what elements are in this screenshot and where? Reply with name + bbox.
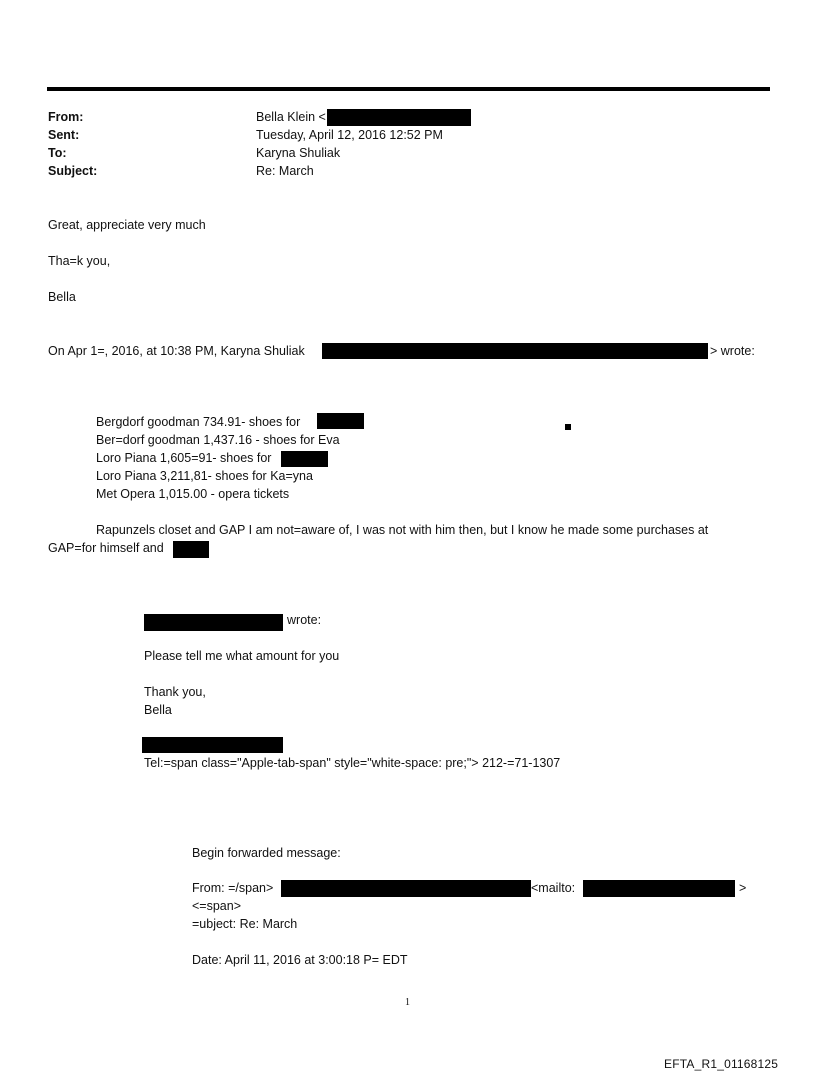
- forwarded-span: <=span>: [192, 899, 242, 913]
- from-label: From:: [48, 110, 84, 124]
- nested-signature: Bella: [144, 703, 172, 717]
- list-item: Loro Piana 3,211,81- shoes for Ka=yna: [96, 469, 313, 483]
- redaction-name: [173, 541, 209, 558]
- redaction-mark: [565, 424, 571, 430]
- paragraph-line-1: Rapunzels closet and GAP I am not=aware of, I was not with him then, but I know he made some purchases at: [96, 523, 709, 537]
- from-value: Bella Klein <: [256, 110, 326, 124]
- forwarded-mailto: <mailto:: [531, 881, 576, 895]
- forwarded-from: From: =/span>: [192, 881, 274, 895]
- list-item: Bergdorf goodman 734.91- shoes for: [96, 415, 301, 429]
- sent-value: Tuesday, April 12, 2016 12:52 PM: [256, 128, 443, 142]
- to-label: To:: [48, 146, 67, 160]
- redaction-forwarded-email: [583, 880, 735, 897]
- redaction-name: [281, 451, 328, 467]
- body-line-signature: Bella: [48, 290, 76, 304]
- forwarded-gt: >: [739, 881, 747, 895]
- header-rule: [47, 87, 770, 91]
- forwarded-subject: =ubject: Re: March: [192, 917, 298, 931]
- body-line-thank-you: Tha=k you,: [48, 254, 111, 268]
- quote-intro-wrote: > wrote:: [710, 344, 755, 358]
- redaction-name: [317, 413, 364, 429]
- body-line-appreciate: Great, appreciate very much: [48, 218, 206, 232]
- document-id: EFTA_R1_01168125: [664, 1057, 779, 1071]
- redaction-from-email: [327, 109, 471, 126]
- nested-thanks: Thank you,: [144, 685, 206, 699]
- redaction-signature-block: [142, 737, 283, 753]
- redaction-forwarded-name: [281, 880, 531, 897]
- nested-tel: Tel:=span class="Apple-tab-span" style="white-space: pre;"> 212-=71-1307: [144, 756, 561, 770]
- nested-ask: Please tell me what amount for you: [144, 649, 340, 663]
- redaction-sender-email: [322, 343, 708, 359]
- quote-intro: On Apr 1=, 2016, at 10:38 PM, Karyna Shuliak: [48, 344, 305, 358]
- to-value: Karyna Shuliak: [256, 146, 341, 160]
- forwarded-date: Date: April 11, 2016 at 3:00:18 P= EDT: [192, 953, 408, 967]
- subject-value: Re: March: [256, 164, 314, 178]
- redaction-sender: [144, 614, 283, 631]
- page-number: 1: [405, 997, 410, 1008]
- nested-wrote: wrote:: [287, 613, 322, 627]
- paragraph-line-2: GAP=for himself and: [48, 541, 164, 555]
- forwarded-begin: Begin forwarded message:: [192, 846, 341, 860]
- list-item: Loro Piana 1,605=91- shoes for: [96, 451, 272, 465]
- subject-label: Subject:: [48, 164, 98, 178]
- sent-label: Sent:: [48, 128, 80, 142]
- list-item: Met Opera 1,015.00 - opera tickets: [96, 487, 290, 501]
- list-item: Ber=dorf goodman 1,437.16 - shoes for Eva: [96, 433, 340, 447]
